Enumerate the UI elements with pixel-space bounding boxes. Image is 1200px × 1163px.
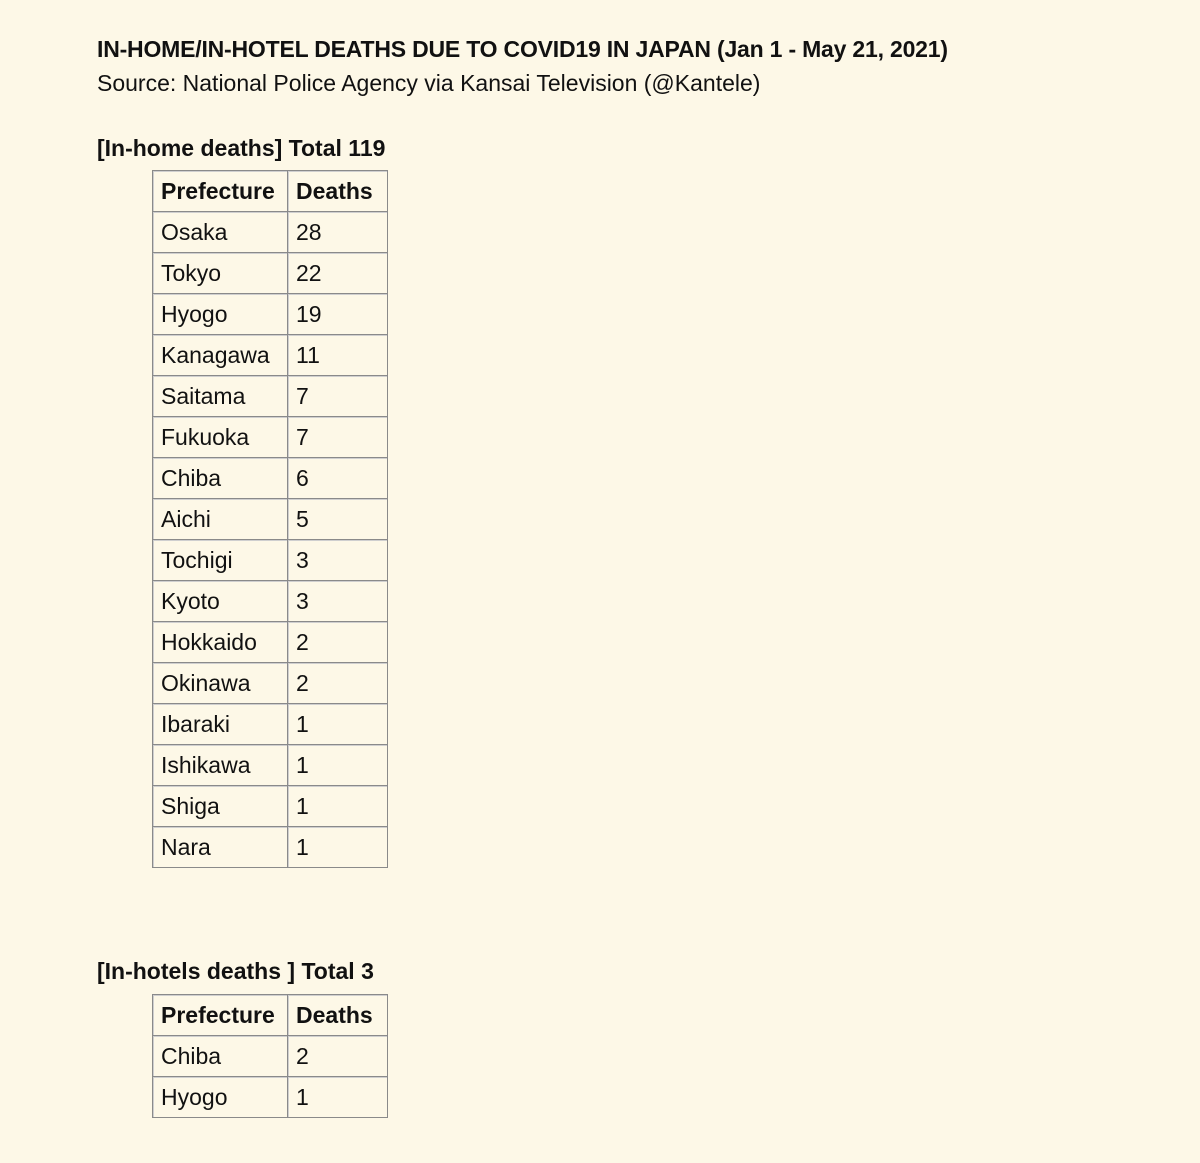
table-row bbox=[153, 499, 388, 540]
deaths-cell: 2 bbox=[288, 1036, 388, 1077]
column-header-deaths: Deaths bbox=[288, 171, 388, 212]
column-header-prefecture: Prefecture bbox=[153, 995, 288, 1036]
deaths-cell: 11 bbox=[288, 335, 388, 376]
prefecture-cell: Tochigi bbox=[153, 540, 288, 581]
deaths-cell: 1 bbox=[288, 1077, 388, 1118]
prefecture-cell: Kanagawa bbox=[153, 335, 288, 376]
table-row bbox=[153, 417, 388, 458]
deaths-cell: 7 bbox=[288, 376, 388, 417]
table-header-row bbox=[153, 171, 388, 212]
prefecture-cell: Hyogo bbox=[153, 1077, 288, 1118]
in-home-deaths-table bbox=[152, 170, 388, 868]
prefecture-cell: Chiba bbox=[153, 1036, 288, 1077]
prefecture-cell: Ishikawa bbox=[153, 745, 288, 786]
column-header-prefecture: Prefecture bbox=[153, 171, 288, 212]
deaths-cell: 3 bbox=[288, 540, 388, 581]
document-title: IN-HOME/IN-HOTEL DEATHS DUE TO COVID19 IN JAPAN (Jan 1 - May 21, 2021) bbox=[97, 36, 948, 62]
prefecture-cell: Shiga bbox=[153, 786, 288, 827]
deaths-cell: 1 bbox=[288, 704, 388, 745]
table-row bbox=[153, 212, 388, 253]
table-row bbox=[153, 294, 388, 335]
deaths-cell: 19 bbox=[288, 294, 388, 335]
prefecture-cell: Osaka bbox=[153, 212, 288, 253]
table-row bbox=[153, 827, 388, 868]
deaths-cell: 6 bbox=[288, 458, 388, 499]
deaths-cell: 28 bbox=[288, 212, 388, 253]
in-hotel-deaths-table bbox=[152, 994, 388, 1118]
table-row bbox=[153, 540, 388, 581]
deaths-cell: 1 bbox=[288, 786, 388, 827]
table-row bbox=[153, 745, 388, 786]
prefecture-cell: Hokkaido bbox=[153, 622, 288, 663]
prefecture-cell: Tokyo bbox=[153, 253, 288, 294]
source-line: Source: National Police Agency via Kansai Television (@Kantele) bbox=[97, 70, 761, 96]
deaths-cell: 3 bbox=[288, 581, 388, 622]
prefecture-cell: Aichi bbox=[153, 499, 288, 540]
table-row bbox=[153, 663, 388, 704]
in-hotel-heading: [In-hotels deaths ] Total 3 bbox=[97, 958, 374, 984]
deaths-cell: 22 bbox=[288, 253, 388, 294]
deaths-cell: 7 bbox=[288, 417, 388, 458]
table-row bbox=[153, 786, 388, 827]
deaths-cell: 2 bbox=[288, 663, 388, 704]
prefecture-cell: Nara bbox=[153, 827, 288, 868]
table-header-row bbox=[153, 995, 388, 1036]
table-row bbox=[153, 458, 388, 499]
deaths-cell: 1 bbox=[288, 745, 388, 786]
in-home-heading: [In-home deaths] Total 119 bbox=[97, 135, 386, 161]
deaths-cell: 2 bbox=[288, 622, 388, 663]
table-row bbox=[153, 335, 388, 376]
table-row bbox=[153, 622, 388, 663]
table-row bbox=[153, 704, 388, 745]
prefecture-cell: Okinawa bbox=[153, 663, 288, 704]
deaths-cell: 5 bbox=[288, 499, 388, 540]
prefecture-cell: Chiba bbox=[153, 458, 288, 499]
prefecture-cell: Hyogo bbox=[153, 294, 288, 335]
table-row bbox=[153, 581, 388, 622]
prefecture-cell: Saitama bbox=[153, 376, 288, 417]
table-row bbox=[153, 253, 388, 294]
prefecture-cell: Fukuoka bbox=[153, 417, 288, 458]
prefecture-cell: Kyoto bbox=[153, 581, 288, 622]
table-row bbox=[153, 1077, 388, 1118]
prefecture-cell: Ibaraki bbox=[153, 704, 288, 745]
table-row bbox=[153, 376, 388, 417]
table-row bbox=[153, 1036, 388, 1077]
deaths-cell: 1 bbox=[288, 827, 388, 868]
column-header-deaths: Deaths bbox=[288, 995, 388, 1036]
